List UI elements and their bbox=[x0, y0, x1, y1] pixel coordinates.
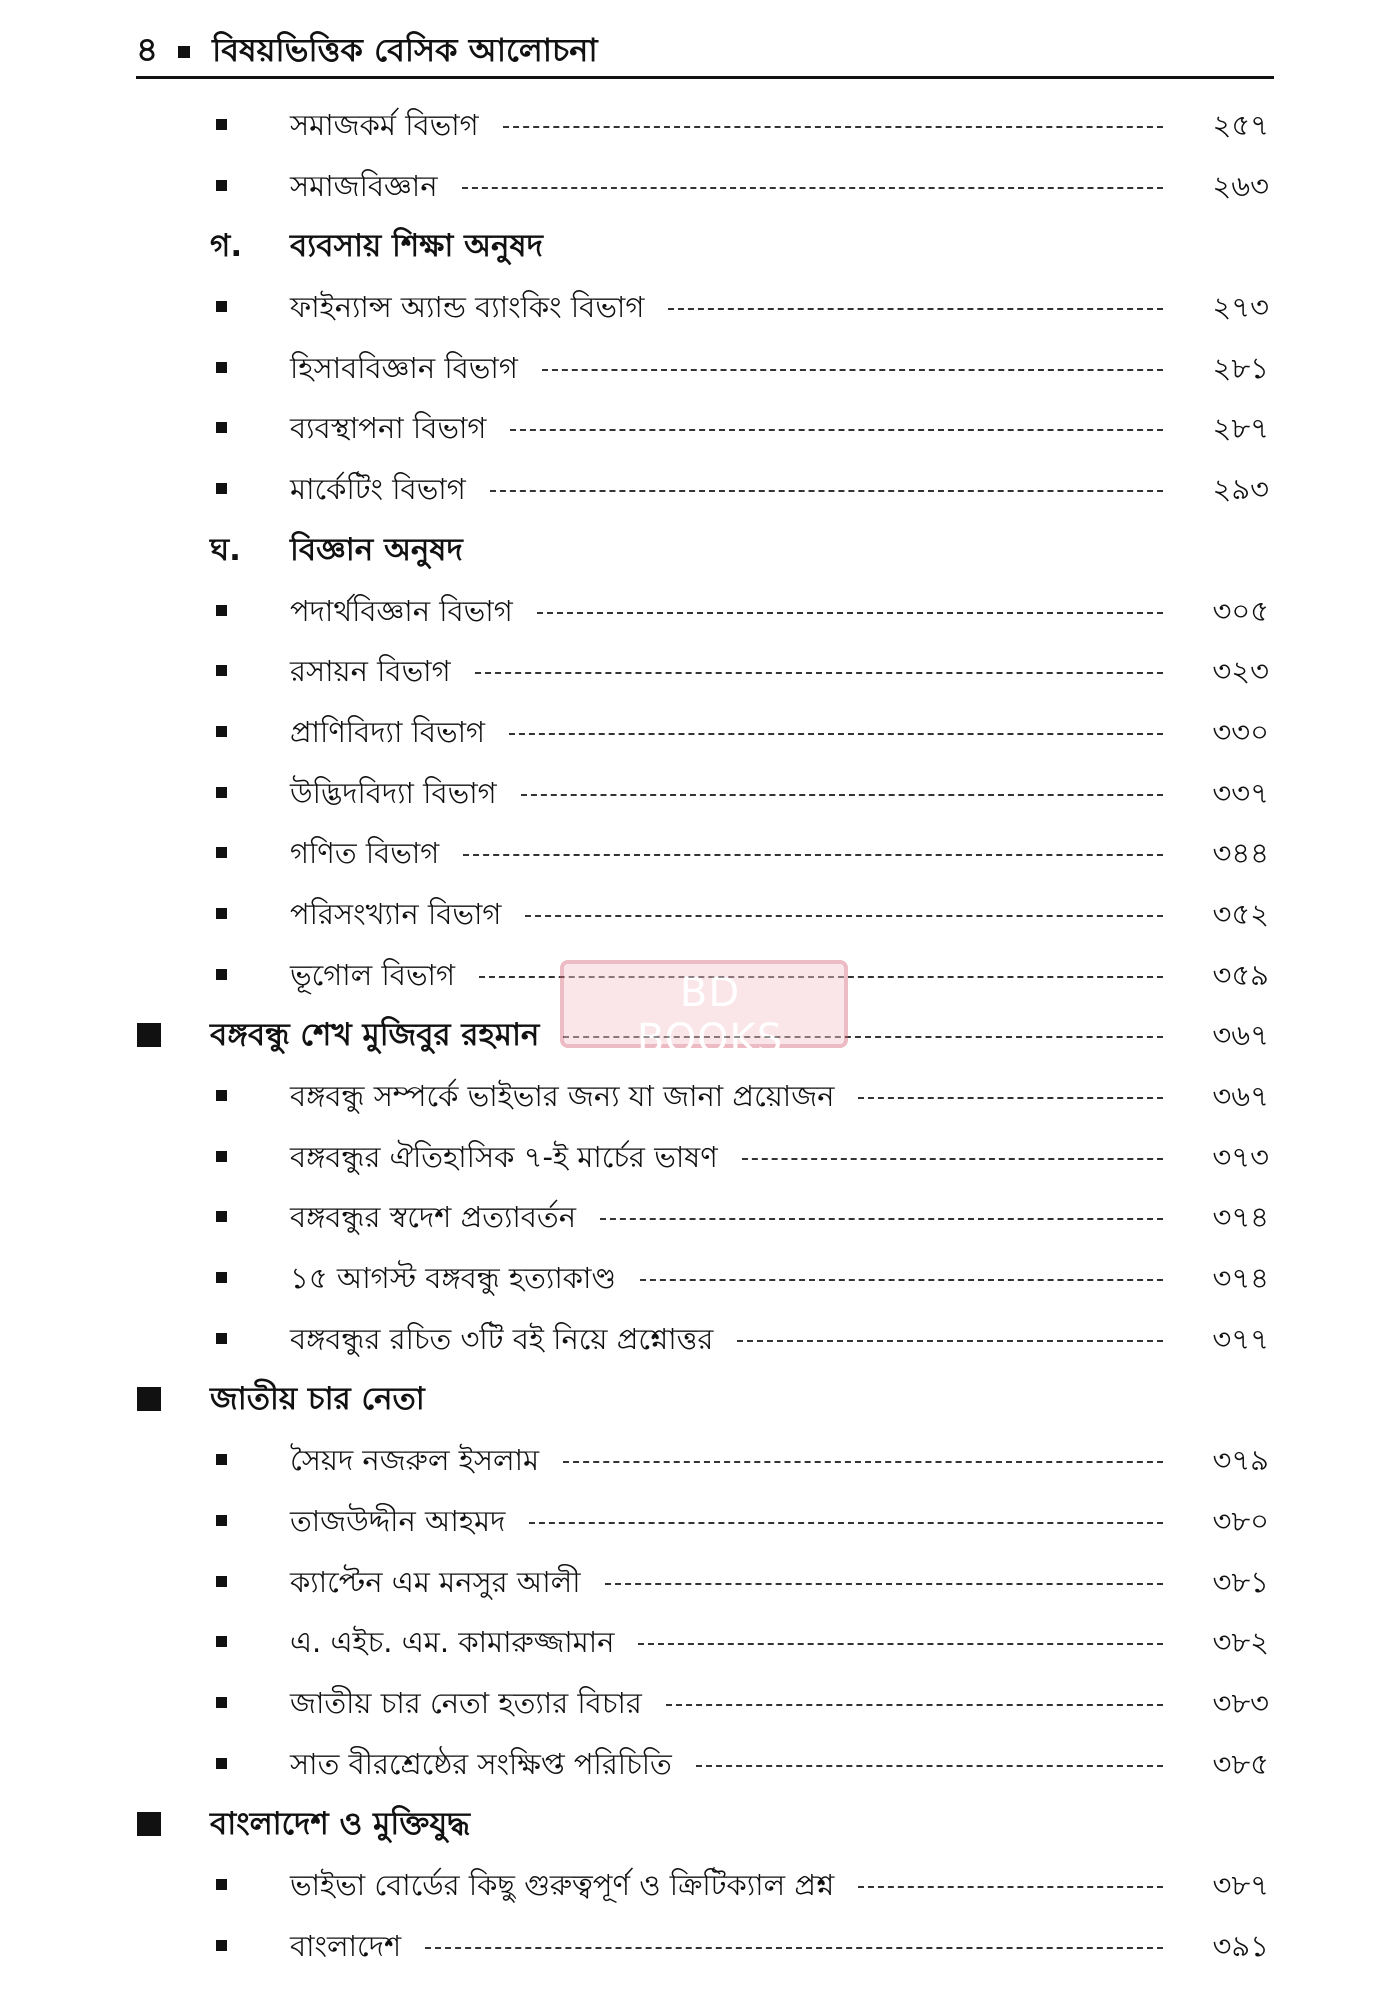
header-square-icon bbox=[178, 46, 190, 58]
toc-label: ভূগোল বিভাগ bbox=[290, 957, 455, 992]
toc-leader bbox=[510, 429, 1163, 431]
toc-page-number: ৩৮৭ bbox=[1212, 1867, 1269, 1902]
toc-page-number: ৩৭৪ bbox=[1212, 1261, 1269, 1296]
toc-label: ক্যাপ্টেন এম মনসুর আলী bbox=[290, 1564, 581, 1599]
toc-page-number: ৩৩৭ bbox=[1212, 775, 1269, 810]
toc-page-number: ৩০৫ bbox=[1212, 593, 1269, 628]
toc-label: ব্যবসায় শিক্ষা অনুষদ bbox=[290, 228, 543, 265]
small-bullet-icon bbox=[216, 1272, 227, 1283]
toc-item bbox=[0, 1309, 1375, 1370]
toc-label: গণিত বিভাগ bbox=[290, 836, 440, 871]
toc-page-number: ৩৮১ bbox=[1212, 1564, 1269, 1599]
toc-item bbox=[0, 1916, 1375, 1977]
toc-leader bbox=[640, 1279, 1163, 1281]
toc-leader bbox=[529, 1522, 1163, 1524]
toc-page-number: ৩৫২ bbox=[1212, 896, 1269, 931]
toc-label: সাত বীরশ্রেষ্ঠের সংক্ষিপ্ত পরিচিতি bbox=[290, 1746, 672, 1781]
toc-label: বঙ্গবন্ধুর ঐতিহাসিক ৭-ই মার্চের ভাষণ bbox=[290, 1139, 718, 1174]
watermark bbox=[560, 960, 840, 1062]
toc-leader bbox=[542, 369, 1163, 371]
toc-item bbox=[0, 581, 1375, 642]
toc-item bbox=[0, 1491, 1375, 1552]
toc-page-number: ৩৮২ bbox=[1212, 1625, 1269, 1660]
toc-leader bbox=[605, 1583, 1163, 1585]
small-bullet-icon bbox=[216, 1211, 227, 1222]
small-bullet-icon bbox=[216, 908, 227, 919]
header-title: বিষয়ভিত্তিক বেসিক আলোচনা bbox=[212, 31, 598, 69]
toc-leader bbox=[600, 1218, 1163, 1220]
toc-page-number: ২৮৭ bbox=[1212, 411, 1269, 446]
toc-label: হিসাববিজ্ঞান বিভাগ bbox=[290, 350, 518, 385]
toc-leader bbox=[463, 854, 1163, 856]
toc-label: তাজউদ্দীন আহমদ bbox=[290, 1503, 506, 1538]
toc-item bbox=[0, 1430, 1375, 1491]
toc-item bbox=[0, 763, 1375, 824]
toc-item bbox=[0, 1248, 1375, 1309]
toc-section bbox=[0, 1369, 1375, 1430]
toc-label: পরিসংখ্যান বিভাগ bbox=[290, 896, 502, 931]
toc-leader bbox=[503, 126, 1163, 128]
small-bullet-icon bbox=[216, 726, 227, 737]
toc-page-number: ৩৭৯ bbox=[1212, 1443, 1269, 1478]
toc-label: জাতীয় চার নেতা bbox=[210, 1381, 425, 1418]
page-number: ৪ bbox=[136, 29, 159, 70]
toc-item bbox=[0, 1552, 1375, 1613]
toc-label: প্রাণিবিদ্যা বিভাগ bbox=[290, 714, 486, 749]
toc-label: বঙ্গবন্ধু সম্পর্কে ভাইভার জন্য যা জানা প্রয়োজন bbox=[290, 1079, 835, 1113]
toc-item bbox=[0, 1127, 1375, 1188]
toc-leader bbox=[737, 1340, 1163, 1342]
toc-page-number: ৩২৩ bbox=[1212, 654, 1269, 689]
small-bullet-icon bbox=[216, 362, 227, 373]
toc-subsection bbox=[0, 520, 1375, 581]
toc-leader bbox=[475, 672, 1163, 674]
toc-subsection-mark: ঘ. bbox=[210, 531, 241, 568]
toc-label: এ. এইচ. এম. কামারুজ্জামান bbox=[290, 1625, 615, 1660]
toc-label: জাতীয় চার নেতা হত্যার বিচার bbox=[290, 1685, 642, 1720]
small-bullet-icon bbox=[216, 1333, 227, 1344]
toc-subsection bbox=[0, 216, 1375, 277]
toc-item bbox=[0, 884, 1375, 945]
large-bullet-icon bbox=[137, 1023, 161, 1047]
toc-leader bbox=[858, 1097, 1163, 1099]
small-bullet-icon bbox=[216, 847, 227, 858]
small-bullet-icon bbox=[216, 180, 227, 191]
toc-item bbox=[0, 641, 1375, 702]
toc-item bbox=[0, 1855, 1375, 1916]
toc-label: উদ্ভিদবিদ্যা বিভাগ bbox=[290, 775, 497, 810]
toc-page-number: ২৫৭ bbox=[1212, 108, 1269, 142]
toc-leader bbox=[425, 1947, 1163, 1949]
toc-leader bbox=[638, 1643, 1163, 1645]
toc-page-number: ৩৩০ bbox=[1212, 714, 1269, 749]
toc-item bbox=[0, 398, 1375, 459]
toc-leader bbox=[525, 915, 1163, 917]
toc-leader bbox=[509, 733, 1163, 735]
toc-label: পদার্থবিজ্ঞান বিভাগ bbox=[290, 593, 513, 628]
toc-leader bbox=[668, 308, 1163, 310]
toc-item bbox=[0, 95, 1375, 156]
toc-page-number: ৩৭৩ bbox=[1212, 1139, 1269, 1174]
small-bullet-icon bbox=[216, 1636, 227, 1647]
toc-label: বাংলাদেশ ও মুক্তিযুদ্ধ bbox=[210, 1806, 470, 1843]
toc-label: সমাজবিজ্ঞান bbox=[290, 168, 438, 203]
toc-item bbox=[0, 338, 1375, 399]
toc-label: ১৫ আগস্ট বঙ্গবন্ধু হত্যাকাণ্ড bbox=[290, 1261, 617, 1296]
toc-label: রসায়ন বিভাগ bbox=[290, 654, 451, 689]
toc-leader bbox=[666, 1704, 1163, 1706]
toc-page-number: ৩৮৫ bbox=[1212, 1746, 1269, 1781]
toc-subsection-mark: গ. bbox=[210, 228, 243, 265]
toc-page-number: ২৬৩ bbox=[1212, 168, 1269, 203]
toc-page-number: ৩৮০ bbox=[1212, 1503, 1269, 1538]
toc-page-number: ৩৬৭ bbox=[1212, 1018, 1269, 1053]
toc-item bbox=[0, 459, 1375, 520]
small-bullet-icon bbox=[216, 1090, 227, 1101]
toc-page-number: ২৮১ bbox=[1212, 350, 1269, 385]
toc-page-number: ৩৫৯ bbox=[1212, 957, 1269, 992]
page-header bbox=[136, 28, 1274, 79]
toc-leader bbox=[563, 1461, 1163, 1463]
small-bullet-icon bbox=[216, 301, 227, 312]
small-bullet-icon bbox=[216, 605, 227, 616]
watermark-text: BD BOOKS bbox=[636, 970, 784, 1062]
toc-item bbox=[0, 1066, 1375, 1127]
toc-label: বঙ্গবন্ধু শেখ মুজিবুর রহমান bbox=[210, 1017, 540, 1054]
toc-item bbox=[0, 277, 1375, 338]
toc-page-number: ৩৭৭ bbox=[1212, 1321, 1269, 1356]
toc-item bbox=[0, 1187, 1375, 1248]
toc-label: বঙ্গবন্ধুর স্বদেশ প্রত্যাবর্তন bbox=[290, 1200, 576, 1235]
toc-leader bbox=[521, 794, 1163, 796]
toc-page-number: ৩৯১ bbox=[1212, 1928, 1269, 1963]
toc-page-number: ৩৬৭ bbox=[1212, 1079, 1269, 1113]
small-bullet-icon bbox=[216, 1576, 227, 1587]
toc-item bbox=[0, 1673, 1375, 1734]
toc-leader bbox=[490, 490, 1163, 492]
toc-page-number: ৩৪৪ bbox=[1212, 836, 1269, 871]
small-bullet-icon bbox=[216, 1758, 227, 1769]
toc-leader bbox=[858, 1886, 1163, 1888]
small-bullet-icon bbox=[216, 1940, 227, 1951]
toc-label: মার্কেটিং বিভাগ bbox=[290, 472, 466, 507]
toc-label: ভাইভা বোর্ডের কিছু গুরুত্বপূর্ণ ও ক্রিটিক্যাল প্রশ্ন bbox=[290, 1867, 835, 1902]
large-bullet-icon bbox=[137, 1812, 161, 1836]
toc-leader bbox=[696, 1765, 1163, 1767]
toc-page-number: ৩৭৪ bbox=[1212, 1200, 1269, 1235]
toc-leader bbox=[537, 612, 1163, 614]
small-bullet-icon bbox=[216, 969, 227, 980]
large-bullet-icon bbox=[137, 1387, 161, 1411]
toc-item bbox=[0, 702, 1375, 763]
small-bullet-icon bbox=[216, 422, 227, 433]
toc-page-number: ২৭৩ bbox=[1212, 290, 1269, 325]
toc-item bbox=[0, 823, 1375, 884]
toc-label: সৈয়দ নজরুল ইসলাম bbox=[290, 1443, 540, 1478]
small-bullet-icon bbox=[216, 119, 227, 130]
toc-label: বাংলাদেশ bbox=[290, 1928, 402, 1963]
small-bullet-icon bbox=[216, 665, 227, 676]
toc-leader bbox=[742, 1158, 1163, 1160]
toc-page-number: ২৯৩ bbox=[1212, 472, 1269, 507]
toc-item bbox=[0, 1612, 1375, 1673]
small-bullet-icon bbox=[216, 483, 227, 494]
toc-leader bbox=[462, 187, 1163, 189]
small-bullet-icon bbox=[216, 1515, 227, 1526]
small-bullet-icon bbox=[216, 1697, 227, 1708]
toc-item bbox=[0, 156, 1375, 217]
small-bullet-icon bbox=[216, 1879, 227, 1890]
toc-label: সমাজকর্ম বিভাগ bbox=[290, 108, 479, 142]
small-bullet-icon bbox=[216, 787, 227, 798]
toc-page-number: ৩৮৩ bbox=[1212, 1685, 1269, 1720]
toc-item bbox=[0, 1734, 1375, 1795]
small-bullet-icon bbox=[216, 1151, 227, 1162]
toc-label: ফাইন্যান্স অ্যান্ড ব্যাংকিং বিভাগ bbox=[290, 290, 645, 325]
toc-label: ব্যবস্থাপনা বিভাগ bbox=[290, 411, 487, 446]
toc-label: বঙ্গবন্ধুর রচিত ৩টি বই নিয়ে প্রশ্নোত্তর bbox=[290, 1321, 714, 1356]
toc-section bbox=[0, 1794, 1375, 1855]
toc-label: বিজ্ঞান অনুষদ bbox=[290, 531, 463, 568]
small-bullet-icon bbox=[216, 1454, 227, 1465]
